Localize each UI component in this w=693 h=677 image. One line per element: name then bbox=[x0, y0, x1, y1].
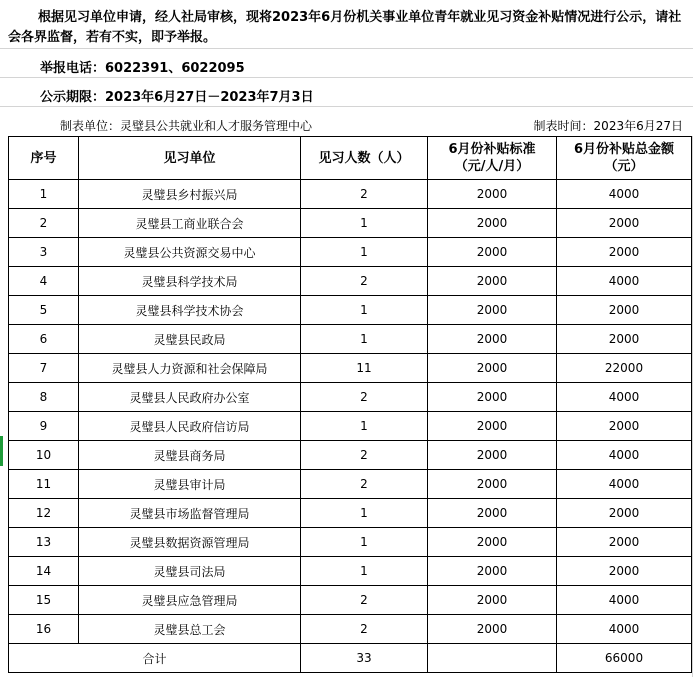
cell-standard[interactable]: 2000 bbox=[428, 383, 557, 412]
cell-standard[interactable]: 2000 bbox=[428, 267, 557, 296]
maker-unit[interactable]: 制表单位：灵璧县公共就业和人才服务管理中心 bbox=[60, 119, 313, 133]
cell-count[interactable]: 1 bbox=[301, 238, 428, 267]
table-header-row bbox=[9, 137, 692, 180]
cell-unit[interactable]: 灵璧县数据资源管理局 bbox=[79, 528, 301, 557]
cell-total[interactable]: 2000 bbox=[557, 528, 692, 557]
cell-no[interactable]: 14 bbox=[9, 557, 79, 586]
cell-unit[interactable]: 灵璧县人力资源和社会保障局 bbox=[79, 354, 301, 383]
cell-no[interactable]: 2 bbox=[9, 209, 79, 238]
cell-total[interactable]: 22000 bbox=[557, 354, 692, 383]
cell-standard[interactable]: 2000 bbox=[428, 441, 557, 470]
cell-count[interactable]: 2 bbox=[301, 180, 428, 209]
cell-total[interactable]: 2000 bbox=[557, 499, 692, 528]
cell-no[interactable]: 13 bbox=[9, 528, 79, 557]
cell-unit[interactable]: 灵璧县商务局 bbox=[79, 441, 301, 470]
cell-count[interactable]: 1 bbox=[301, 499, 428, 528]
table-row bbox=[9, 412, 692, 441]
cell-no[interactable]: 15 bbox=[9, 586, 79, 615]
selected-row-marker bbox=[0, 436, 3, 466]
cell-total[interactable]: 4000 bbox=[557, 441, 692, 470]
cell-no[interactable]: 6 bbox=[9, 325, 79, 354]
header-no[interactable]: 序号 bbox=[9, 137, 79, 180]
cell-total[interactable]: 4000 bbox=[557, 470, 692, 499]
table-row bbox=[9, 557, 692, 586]
cell-standard[interactable]: 2000 bbox=[428, 296, 557, 325]
cell-count[interactable]: 1 bbox=[301, 325, 428, 354]
sheet-row-line bbox=[0, 77, 693, 78]
cell-total[interactable]: 2000 bbox=[557, 557, 692, 586]
sheet-row-line bbox=[0, 106, 693, 107]
cell-no[interactable]: 16 bbox=[9, 615, 79, 644]
cell-total[interactable]: 4000 bbox=[557, 615, 692, 644]
table-row bbox=[9, 238, 692, 267]
header-unit[interactable]: 见习单位 bbox=[79, 137, 301, 180]
cell-count[interactable]: 1 bbox=[301, 528, 428, 557]
total-count[interactable]: 33 bbox=[301, 644, 428, 673]
cell-standard[interactable]: 2000 bbox=[428, 238, 557, 267]
table-row bbox=[9, 470, 692, 499]
cell-total[interactable]: 4000 bbox=[557, 267, 692, 296]
cell-count[interactable]: 2 bbox=[301, 586, 428, 615]
header-standard[interactable] bbox=[428, 137, 557, 180]
cell-unit[interactable]: 灵璧县人民政府信访局 bbox=[79, 412, 301, 441]
cell-standard[interactable]: 2000 bbox=[428, 470, 557, 499]
table-row bbox=[9, 586, 692, 615]
table-row bbox=[9, 180, 692, 209]
cell-total[interactable]: 2000 bbox=[557, 296, 692, 325]
total-label[interactable]: 合计 bbox=[9, 644, 301, 673]
table-row bbox=[9, 615, 692, 644]
cell-standard[interactable]: 2000 bbox=[428, 180, 557, 209]
cell-count[interactable]: 1 bbox=[301, 412, 428, 441]
table-row bbox=[9, 354, 692, 383]
cell-total[interactable]: 2000 bbox=[557, 209, 692, 238]
cell-unit[interactable]: 灵璧县司法局 bbox=[79, 557, 301, 586]
cell-count[interactable]: 2 bbox=[301, 267, 428, 296]
cell-standard[interactable]: 2000 bbox=[428, 557, 557, 586]
cell-unit[interactable]: 灵璧县总工会 bbox=[79, 615, 301, 644]
cell-no[interactable]: 9 bbox=[9, 412, 79, 441]
cell-total[interactable]: 2000 bbox=[557, 238, 692, 267]
cell-count[interactable]: 1 bbox=[301, 296, 428, 325]
cell-no[interactable]: 3 bbox=[9, 238, 79, 267]
table-row bbox=[9, 267, 692, 296]
total-standard[interactable] bbox=[428, 644, 557, 673]
cell-standard[interactable]: 2000 bbox=[428, 412, 557, 441]
cell-no[interactable]: 5 bbox=[9, 296, 79, 325]
table-row bbox=[9, 325, 692, 354]
cell-unit[interactable]: 灵璧县市场监督管理局 bbox=[79, 499, 301, 528]
cell-unit[interactable]: 灵璧县民政局 bbox=[79, 325, 301, 354]
table-total-row bbox=[9, 644, 692, 673]
cell-standard[interactable]: 2000 bbox=[428, 528, 557, 557]
cell-count[interactable]: 1 bbox=[301, 557, 428, 586]
total-amount[interactable]: 66000 bbox=[557, 644, 692, 673]
cell-count[interactable]: 2 bbox=[301, 441, 428, 470]
cell-total[interactable]: 4000 bbox=[557, 180, 692, 209]
cell-standard[interactable]: 2000 bbox=[428, 499, 557, 528]
cell-standard[interactable]: 2000 bbox=[428, 615, 557, 644]
subsidy-table bbox=[8, 136, 692, 673]
cell-standard[interactable]: 2000 bbox=[428, 325, 557, 354]
cell-count[interactable]: 11 bbox=[301, 354, 428, 383]
report-phone[interactable]: 举报电话：6022391、6022095 bbox=[40, 61, 245, 76]
cell-no[interactable]: 4 bbox=[9, 267, 79, 296]
table-row bbox=[9, 209, 692, 238]
publicity-period[interactable]: 公示期限：2023年6月27日－2023年7月3日 bbox=[40, 90, 314, 105]
cell-no[interactable]: 8 bbox=[9, 383, 79, 412]
notice-text[interactable]: 根据见习单位申请，经人社局审核，现将2023年6月份机关事业单位青年就业见习资金补贴情况进行公示，请社会各界监督，若有不实，即予举报。 bbox=[8, 10, 682, 45]
header-total[interactable] bbox=[557, 137, 692, 180]
cell-no[interactable]: 1 bbox=[9, 180, 79, 209]
cell-total[interactable]: 4000 bbox=[557, 383, 692, 412]
table-row bbox=[9, 441, 692, 470]
cell-standard[interactable]: 2000 bbox=[428, 586, 557, 615]
cell-count[interactable]: 2 bbox=[301, 615, 428, 644]
cell-total[interactable]: 4000 bbox=[557, 586, 692, 615]
cell-unit[interactable]: 灵璧县审计局 bbox=[79, 470, 301, 499]
cell-count[interactable]: 1 bbox=[301, 209, 428, 238]
cell-unit[interactable]: 灵璧县工商业联合会 bbox=[79, 209, 301, 238]
header-total-line2: （元） bbox=[604, 159, 644, 174]
cell-unit[interactable]: 灵璧县人民政府办公室 bbox=[79, 383, 301, 412]
cell-count[interactable]: 2 bbox=[301, 383, 428, 412]
maker-date[interactable]: 制表时间：2023年6月27日 bbox=[533, 119, 683, 133]
header-standard-line2: （元/人/月） bbox=[454, 159, 530, 174]
header-count[interactable]: 见习人数（人） bbox=[301, 137, 428, 180]
cell-no[interactable]: 7 bbox=[9, 354, 79, 383]
cell-standard[interactable]: 2000 bbox=[428, 209, 557, 238]
header-total-line1: 6月份补贴总金额 bbox=[573, 142, 675, 157]
sheet-row-line bbox=[0, 48, 693, 49]
cell-total[interactable]: 2000 bbox=[557, 325, 692, 354]
cell-count[interactable]: 2 bbox=[301, 470, 428, 499]
cell-no[interactable]: 11 bbox=[9, 470, 79, 499]
cell-no[interactable]: 10 bbox=[9, 441, 79, 470]
cell-total[interactable]: 2000 bbox=[557, 412, 692, 441]
table-row bbox=[9, 296, 692, 325]
table-row bbox=[9, 499, 692, 528]
table-row bbox=[9, 383, 692, 412]
cell-no[interactable]: 12 bbox=[9, 499, 79, 528]
cell-unit[interactable]: 灵璧县科学技术协会 bbox=[79, 296, 301, 325]
cell-unit[interactable]: 灵璧县科学技术局 bbox=[79, 267, 301, 296]
table-row bbox=[9, 528, 692, 557]
header-standard-line1: 6月份补贴标准 bbox=[448, 142, 536, 157]
cell-unit[interactable]: 灵璧县乡村振兴局 bbox=[79, 180, 301, 209]
cell-standard[interactable]: 2000 bbox=[428, 354, 557, 383]
cell-unit[interactable]: 灵璧县公共资源交易中心 bbox=[79, 238, 301, 267]
table-body bbox=[9, 180, 692, 644]
cell-unit[interactable]: 灵璧县应急管理局 bbox=[79, 586, 301, 615]
